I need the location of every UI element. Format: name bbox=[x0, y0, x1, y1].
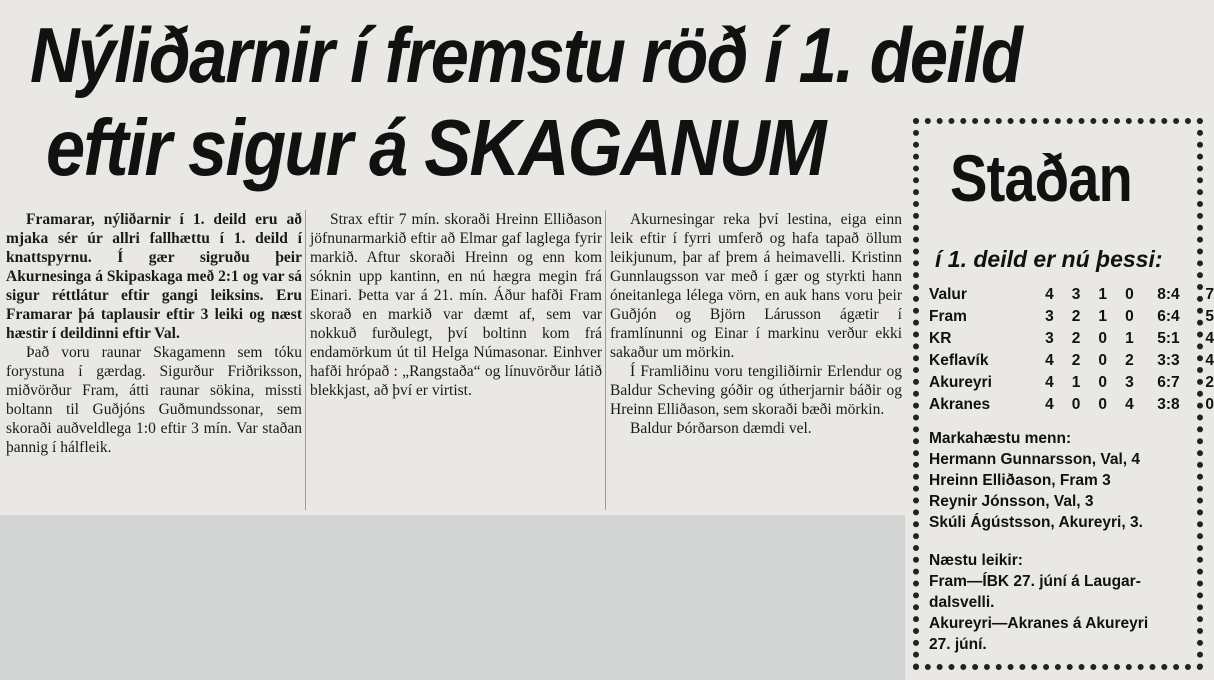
next-game-line: dalsvelli. bbox=[929, 594, 995, 611]
standings-row bbox=[929, 328, 1214, 350]
standings-cell-w: 3 bbox=[1071, 286, 1081, 303]
article-column-2 bbox=[310, 210, 602, 400]
headline-line-1: Nýliðarnir í fremstu röð í 1. deild bbox=[30, 11, 1022, 99]
next-game-line: 27. júní. bbox=[929, 636, 987, 653]
paragraph: Í Framliðinu voru tengiliðirnir Erlendur og Baldur Scheving góðir og útherjarnir báðir og Hreinn Elliðason, sem skoraði bæði mörkin. bbox=[610, 363, 902, 418]
background-area bbox=[0, 515, 905, 680]
standings-cell-team: Keflavík bbox=[929, 352, 989, 369]
standings-cell-d: 0 bbox=[1098, 352, 1108, 369]
standings-cell-team: Valur bbox=[929, 286, 967, 303]
standings-cell-p: 4 bbox=[1045, 352, 1054, 369]
standings-cell-d: 0 bbox=[1098, 374, 1108, 391]
standings-cell-goals: 3:3 bbox=[1157, 352, 1180, 369]
standings-cell-d: 1 bbox=[1098, 308, 1108, 325]
standings-cell-team: Akranes bbox=[929, 396, 991, 413]
standings-cell-goals: 3:8 bbox=[1157, 396, 1180, 413]
standings-cell-pts: 4 bbox=[1205, 352, 1214, 369]
column-divider bbox=[605, 210, 606, 510]
standings-cell-p: 4 bbox=[1045, 286, 1054, 303]
standings-cell-p: 4 bbox=[1045, 374, 1054, 391]
standings-cell-l: 0 bbox=[1125, 286, 1134, 303]
standings-cell-goals: 6:4 bbox=[1157, 308, 1180, 325]
standings-cell-p: 3 bbox=[1045, 308, 1054, 325]
standings-cell-goals: 6:7 bbox=[1157, 374, 1180, 391]
scorer-line: Skúli Ágústsson, Akureyri, 3. bbox=[929, 514, 1143, 531]
standings-cell-d: 1 bbox=[1098, 286, 1108, 303]
headline-line-2: eftir sigur á SKAGANUM bbox=[46, 103, 825, 192]
next-games-title: Næstu leikir: bbox=[929, 552, 1023, 569]
standings-cell-pts: 4 bbox=[1205, 330, 1214, 347]
standings-cell-w: 2 bbox=[1071, 330, 1081, 347]
paragraph: Strax eftir 7 mín. skoraði Hreinn Elliðason jöfnunarmarkið eftir að Elmar gaf laglega fyrir markið. Aftur skoraði Hreinn og enn kom sóknin upp kantinn, en nú hægra megin frá Einari. Þetta var á 21. mín. Áður hafði Fram skorað en markið var dæmt af, sem var nokkuð furðulegt, því boltinn kom frá endamörkum út til Helga Númasonar. Einhver hafði hrópað : „Rangstaða“ og línuvörður látið blekkjast, að því er virtist. bbox=[310, 211, 602, 399]
standings-cell-goals: 8:4 bbox=[1157, 286, 1180, 303]
article-column-1 bbox=[6, 210, 302, 457]
standings-cell-d: 0 bbox=[1098, 330, 1108, 347]
standings-cell-team: Fram bbox=[929, 308, 967, 325]
standings-row bbox=[929, 350, 1214, 372]
standings-cell-goals: 5:1 bbox=[1157, 330, 1180, 347]
next-game-line: Akureyri—Akranes á Akureyri bbox=[929, 615, 1149, 632]
standings-title: Staðan bbox=[950, 141, 1132, 215]
standings-cell-p: 3 bbox=[1045, 330, 1054, 347]
standings-cell-pts: 0 bbox=[1205, 396, 1214, 413]
article-column-3 bbox=[610, 210, 902, 438]
standings-cell-w: 0 bbox=[1071, 396, 1081, 413]
lead-paragraph: Framarar, nýliðarnir í 1. deild eru að mjaka sér úr allri fallhættu í 1. deild í knattspyrnu. Í gær sigruðu þeir Akurnesinga á Skipaskaga með 2:1 og var sá sigur réttlátur eftir gangi leiksins. Eru Framarar þá taplausir eftir 3 leiki og næst hæstir í deildinni eftir Val. bbox=[6, 211, 302, 342]
standings-cell-pts: 2 bbox=[1205, 374, 1214, 391]
top-scorers bbox=[929, 428, 1197, 533]
scorer-line: Reynir Jónsson, Val, 3 bbox=[929, 493, 1094, 510]
standings-table bbox=[929, 284, 1214, 416]
column-divider bbox=[305, 210, 306, 510]
standings-cell-team: Akureyri bbox=[929, 374, 992, 391]
standings-row bbox=[929, 394, 1214, 416]
scorer-line: Hreinn Elliðason, Fram 3 bbox=[929, 472, 1111, 489]
standings-cell-l: 2 bbox=[1125, 352, 1134, 369]
standings-row bbox=[929, 306, 1214, 328]
top-scorers-title: Markahæstu menn: bbox=[929, 430, 1072, 447]
next-games bbox=[929, 550, 1197, 655]
standings-cell-w: 2 bbox=[1071, 352, 1081, 369]
standings-cell-l: 1 bbox=[1125, 330, 1134, 347]
standings-row bbox=[929, 372, 1214, 394]
paragraph: Það voru raunar Skagamenn sem tóku forystuna í gærdag. Sigurður Friðriksson, miðvörður Fram, átti raunar sökina, missti boltann til Guðjóns Guðmundssonar, sem skoraði auðveldlega 1:0 eftir 3 mín. Var staðan þannig í hálfleik. bbox=[6, 344, 302, 456]
paragraph: Baldur Þórðarson dæmdi vel. bbox=[630, 420, 812, 437]
standings-subtitle: í 1. deild er nú þessi: bbox=[935, 246, 1163, 272]
scorer-line: Hermann Gunnarsson, Val, 4 bbox=[929, 451, 1141, 468]
paragraph: Akurnesingar reka því lestina, eiga einn leik eftir í fyrri umferð og hafa tapað öllum leikjunum, þar af þrem á heimavelli. Kristinn Gunnlaugsson var með í gær og styrkti hann óneitanlega lélega vörn, en auk hans voru þeir Guðjón og Björn Lárusson ágætir í framlínunni og Einar í markinu verður ekki sakaður um mörkin. bbox=[610, 211, 902, 361]
standings-cell-d: 0 bbox=[1098, 396, 1108, 413]
standings-cell-team: KR bbox=[929, 330, 952, 347]
standings-cell-pts: 7 bbox=[1205, 286, 1214, 303]
standings-cell-w: 1 bbox=[1071, 374, 1081, 391]
next-game-line: Fram—ÍBK 27. júní á Laugar- bbox=[929, 573, 1141, 590]
standings-cell-p: 4 bbox=[1045, 396, 1054, 413]
standings-cell-l: 3 bbox=[1125, 374, 1134, 391]
standings-cell-l: 0 bbox=[1125, 308, 1134, 325]
standings-cell-l: 4 bbox=[1125, 396, 1134, 413]
standings-cell-pts: 5 bbox=[1205, 308, 1214, 325]
standings-row bbox=[929, 284, 1214, 306]
standings-cell-w: 2 bbox=[1071, 308, 1081, 325]
